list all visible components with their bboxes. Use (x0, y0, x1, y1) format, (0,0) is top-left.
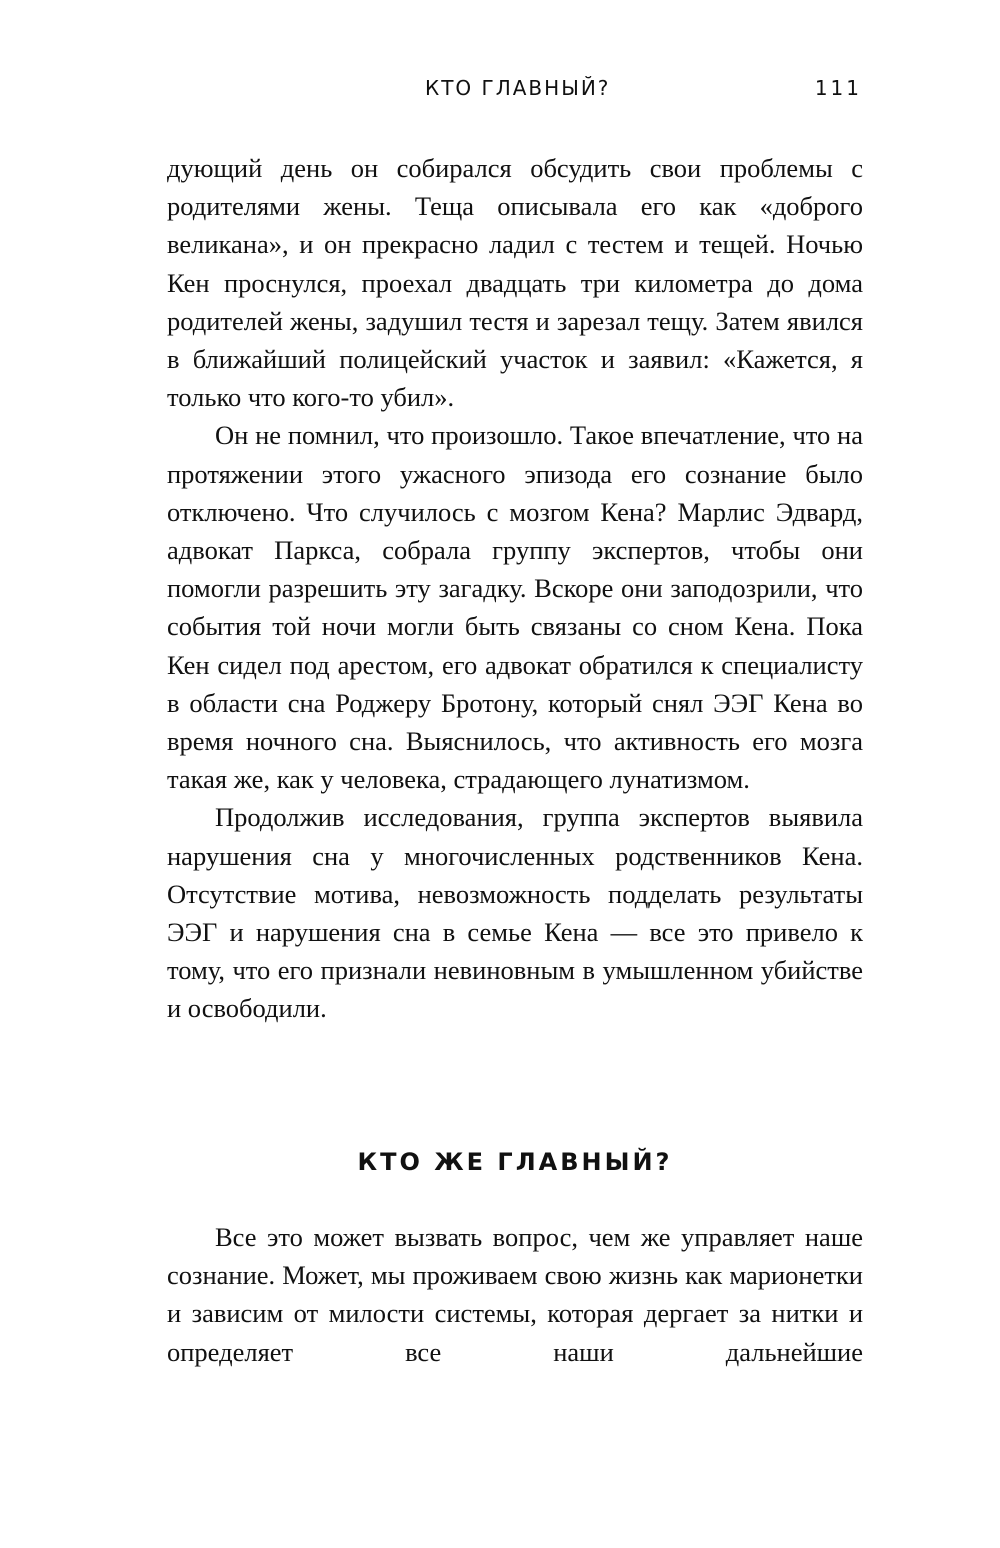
paragraph: дующий день он собирался обсудить свои проблемы с родителями жены. Теща описывала его как «доброго великана», и он прекрасно ладил с тестем и тещей. Ночью Кен проснулся, проехал двадцать три километра до дома родителей жены, задушил тестя и зарезал тещу. Затем явился в ближайший полицейский участок и заявил: «Кажется, я только что кого-то убил». (167, 153, 863, 413)
running-header (167, 76, 862, 106)
paragraph: Все это может вызвать вопрос, чем же управляет наше сознание. Может, мы проживаем свою жизнь как марионетки и зависим от милости системы, которая дергает за нитки и определяет все наши дальнейшие (167, 1222, 863, 1367)
page-number: 111 (814, 76, 862, 100)
paragraph: Он не помнил, что произошло. Такое впечатление, что на протяжении этого ужасного эпизода его сознание было отключено. Что случилось с мозгом Кена? Марлис Эдвард, адвокат Паркса, собрала группу экспертов, чтобы они помогли разрешить эту загадку. Вскоре они заподозрили, что события той ночи могли быть связаны со сном Кена. Пока Кен сидел под арестом, его адвокат обратился к специалисту в области сна Роджеру Бротону, который снял ЭЭГ Кена во время ночного сна. Выяснилось, что активность его мозга такая же, как у человека, страдающего лунатизмом. (167, 420, 863, 795)
section-heading: КТО ЖЕ ГЛАВНЫЙ? (357, 1148, 673, 1176)
body-text-section (167, 1218, 863, 1371)
paragraph: Продолжив исследования, группа экспертов выявила нарушения сна у многочисленных родственников Кена. Отсутствие мотива, невозможность подделать результаты ЭЭГ и нарушения сна в семье Кена — все это привело к тому, что его признали невиновным в умышленном убийстве и освободили. (167, 802, 863, 1024)
running-title: КТО ГЛАВНЫЙ? (425, 76, 611, 100)
body-text-top (167, 149, 863, 1028)
